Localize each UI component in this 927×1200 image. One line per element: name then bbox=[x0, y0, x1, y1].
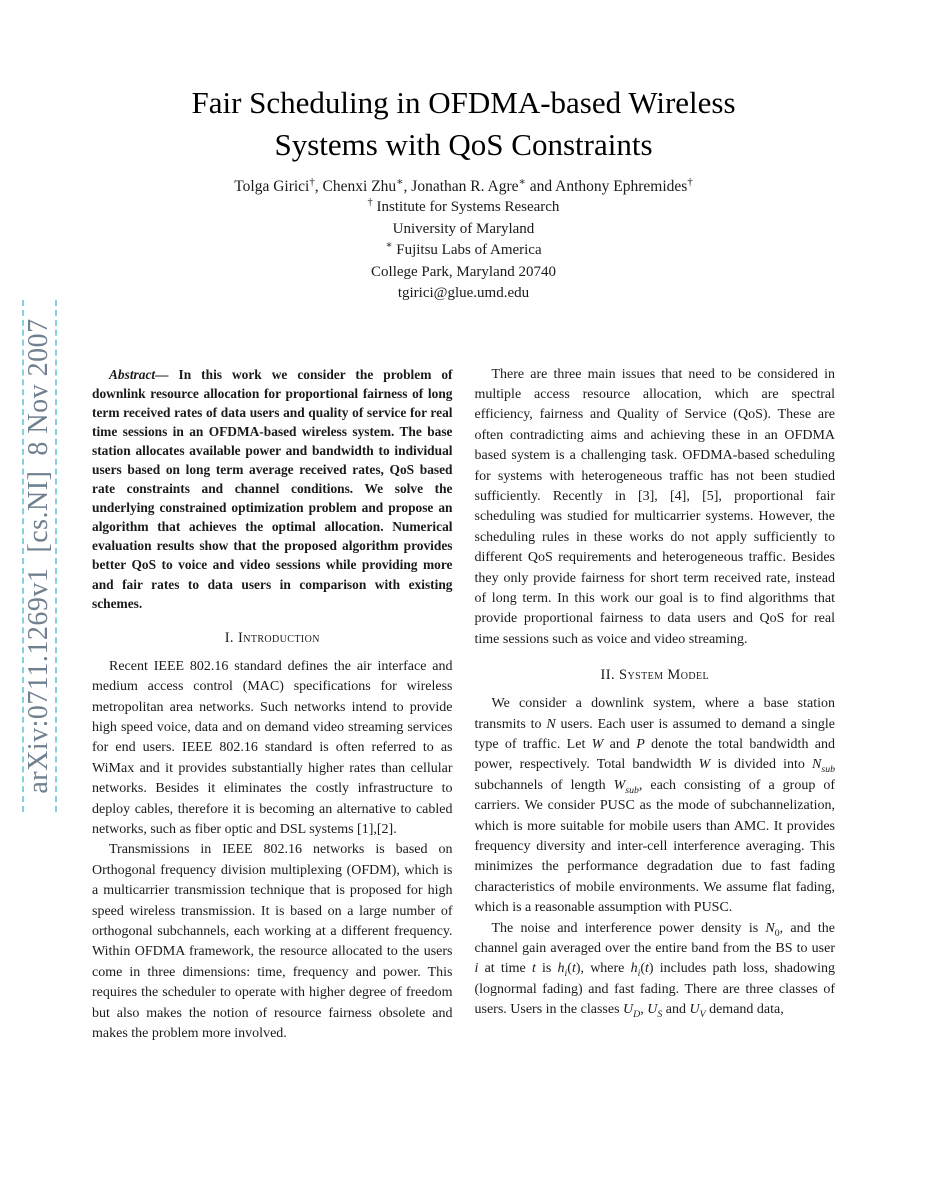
paper-title-line-1: Fair Scheduling in OFDMA-based Wireless bbox=[191, 85, 736, 120]
paper-title bbox=[0, 82, 927, 166]
system-model-paragraph-2: The noise and interference power density is $N_0$, and the channel gain averaged over the entire band from the BS to user i at time t is $h_i(t)$, where $h_i(t)$ includes path loss, shadowing (lognormal fading) and fast fading. There are three classes of users. Users in the classes $U_D$, $U_S$ and $U_V$ demand data, bbox=[474, 920, 835, 1021]
affiliation-university: University of Maryland bbox=[392, 220, 535, 237]
affiliation-institute: † Institute for Systems Research bbox=[367, 197, 560, 215]
system-model-paragraph-1: We consider a downlink system, where a base station transmits to N users. Each user is assumed to demand a single type of traffic. Let W and P denote the total bandwidth and power, respectively. Total bandwidth W is divided into $N_{sub}$ subchannels of length $W_{sub}$, each consisting of a group of carriers. We consider PUSC as the mode of subchannelization, which is more suitable for mobile users than AMC. It provides frequency diversity and inter-cell interference averaging. This minimizes the performance degradation due to fast fading characteristics of mobile environments. We assume flat fading, which is a reasonable assumption with PUSC. bbox=[474, 696, 835, 916]
resource-allocation-issues-paragraph: There are three main issues that need to be considered in multiple access resource allocation, which are spectral efficiency, fairness and Quality of Service (QoS). These are often contradicting aims and achieving these in an OFDMA based system is a challenging task. OFDMA-based scheduling for systems with heterogeneous traffic has not been studied sufficiently. Recently in [3], [4], [5], proportional fair scheduling was studied for multicarrier systems. However, the scheduling rules in these works do not apply sufficiently to different QoS requirements and heterogeneous traffic. Besides they only provide fairness for short term received rate, instead of long term. In this work our goal is to find algorithms that provide proportional fairness to data users and QoS for real time sessions such as voice and video streaming. bbox=[474, 366, 835, 647]
introduction-paragraph-1: Recent IEEE 802.16 standard defines the air interface and medium access control (MAC) specifications for wireless metropolitan area networks. Such networks intend to provide high speed voice, data and on demand video streaming services for end users. IEEE 802.16 standard is often referred to as WiMax and it provides substantially higher rates than cellular networks. Besides it eliminates the costly infrastructure to deploy cables, therefore it is becoming an alternative to cabled networks, such as fiber optic and DSL systems [1],[2]. bbox=[92, 658, 453, 837]
paper-title-line-2: Systems with QoS Constraints bbox=[274, 127, 653, 162]
two-column-body bbox=[92, 365, 835, 1045]
arxiv-stamp-dashed-line-right bbox=[55, 300, 57, 812]
section-heading-introduction: I. Introduction bbox=[224, 629, 320, 646]
abstract-paragraph: Abstract— In this work we consider the problem of downlink resource allocation for proportional fairness of long term received rates of data users and quality of service for real time sessions in an OFDMA-based wireless system. The base station allocates available power and bandwidth to individual users based on long term average received rates, QoS based rate constraints and channel conditions. We solve the underlying constrained optimization problem and propose an algorithm that achieves the optimal allocation. Numerical evaluation results show that the proposed algorithm provides better QoS to voice and video sessions while providing more and fair rates to data users in comparison with existing schemes. bbox=[92, 366, 453, 611]
arxiv-watermark: arXiv:0711.1269v1 [cs.NI] 8 Nov 2007 bbox=[23, 318, 54, 794]
affiliation-address: College Park, Maryland 20740 bbox=[371, 263, 556, 280]
right-column bbox=[475, 365, 836, 1045]
affiliation-fujitsu: ∗ Fujitsu Labs of America bbox=[385, 240, 542, 258]
introduction-paragraph-2: Transmissions in IEEE 802.16 networks is based on Orthogonal frequency division multiplexing (OFDM), which is a multicarrier transmission technique that is proposed for high speed wireless transmission. It is based on a large number of orthogonal subchannels, each working at a different frequency. Within OFDMA framework, the resource allocated to the users come in three dimensions: time, frequency and power. This requires the scheduler to operate with higher degree of freedom but also makes the notion of resource fairness obsolete and makes the problem more involved. bbox=[92, 842, 453, 1042]
section-heading-system-model: II. System Model bbox=[600, 667, 709, 684]
authors-line: Tolga Girici†, Chenxi Zhu∗, Jonathan R. Agre∗ and Anthony Ephremides† bbox=[234, 175, 693, 195]
author-email: tgirici@glue.umd.edu bbox=[397, 285, 530, 301]
paper-header bbox=[0, 0, 927, 305]
left-column bbox=[92, 365, 453, 1045]
